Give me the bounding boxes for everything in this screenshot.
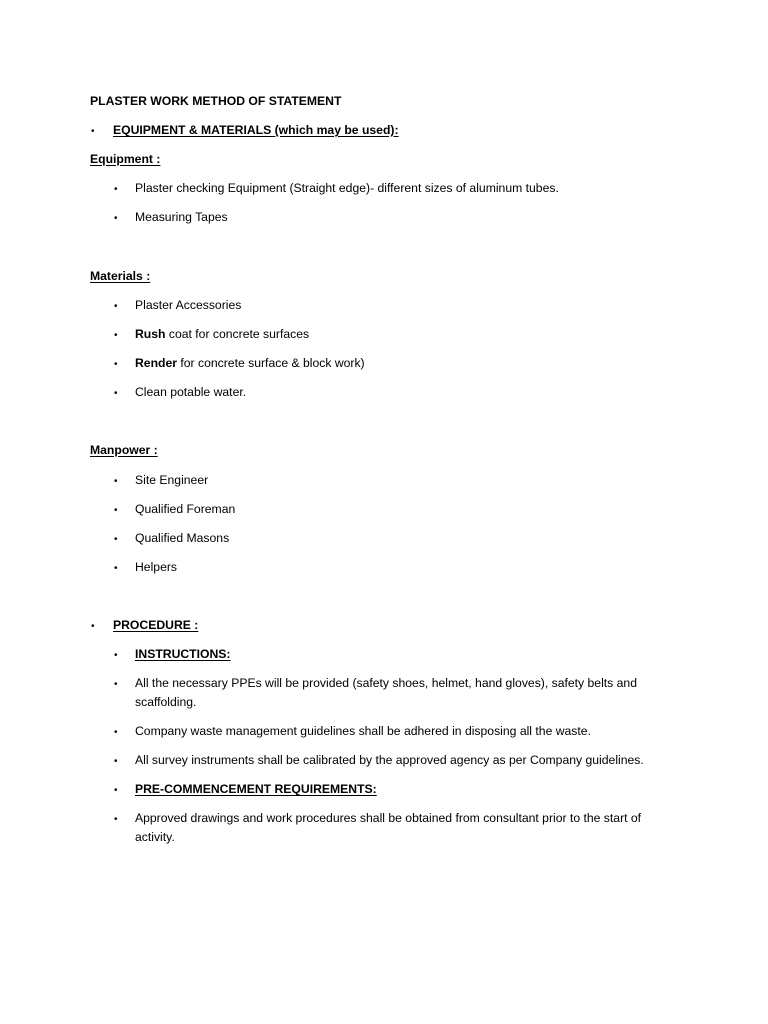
equipment-item: Measuring Tapes (135, 210, 228, 224)
bullet-icon: • (114, 563, 118, 574)
materials-item (135, 356, 365, 371)
instruction-item: All survey instruments shall be calibrated by the approved agency as per Company guidelines. (135, 753, 644, 767)
bullet-icon: • (114, 679, 118, 690)
equipment-item: Plaster checking Equipment (Straight edge)- different sizes of aluminum tubes. (135, 181, 559, 195)
bullet-icon: • (91, 126, 95, 137)
bullet-icon: • (114, 756, 118, 767)
pre-commencement-item: Approved drawings and work procedures shall be obtained from consultant prior to the start of activity. (135, 811, 642, 844)
equipment-materials-heading: EQUIPMENT & MATERIALS (which may be used): (113, 123, 399, 137)
procedure-heading: PROCEDURE : (113, 618, 199, 632)
manpower-item: Qualified Masons (135, 531, 230, 545)
materials-item (135, 327, 309, 342)
manpower-item: Site Engineer (135, 473, 209, 487)
manpower-item: Qualified Foreman (135, 502, 236, 516)
bullet-icon: • (114, 184, 118, 195)
pre-commencement-heading: PRE-COMMENCEMENT REQUIREMENTS: (135, 782, 377, 796)
bullet-icon: • (114, 388, 118, 399)
materials-item: Plaster Accessories (135, 298, 242, 312)
instructions-heading: INSTRUCTIONS: (135, 647, 231, 661)
bullet-icon: • (114, 359, 118, 370)
bullet-icon: • (114, 505, 118, 516)
materials-item-text: for concrete surface & block work) (177, 356, 365, 370)
instruction-item: Company waste management guidelines shall be adhered in disposing all the waste. (135, 724, 591, 738)
bullet-icon: • (114, 534, 118, 545)
materials-heading: Materials : (90, 269, 151, 283)
manpower-item: Helpers (135, 560, 177, 574)
materials-item-text: coat for concrete surfaces (165, 327, 310, 341)
bullet-icon: • (114, 814, 118, 825)
instruction-item: All the necessary PPEs will be provided (safety shoes, helmet, hand gloves), safety belts and scaffolding. (135, 676, 637, 709)
equipment-heading: Equipment : (90, 152, 161, 166)
bullet-icon: • (114, 785, 118, 796)
materials-item-bold: Rush (135, 327, 166, 341)
bullet-icon: • (114, 301, 118, 312)
materials-item-bold: Render (135, 356, 177, 370)
materials-item: Clean potable water. (135, 385, 247, 399)
manpower-heading: Manpower : (90, 443, 158, 457)
bullet-icon: • (114, 476, 118, 487)
bullet-icon: • (114, 727, 118, 738)
bullet-icon: • (114, 650, 118, 661)
document-title: PLASTER WORK METHOD OF STATEMENT (90, 94, 342, 108)
bullet-icon: • (114, 213, 118, 224)
bullet-icon: • (114, 330, 118, 341)
bullet-icon: • (91, 621, 95, 632)
